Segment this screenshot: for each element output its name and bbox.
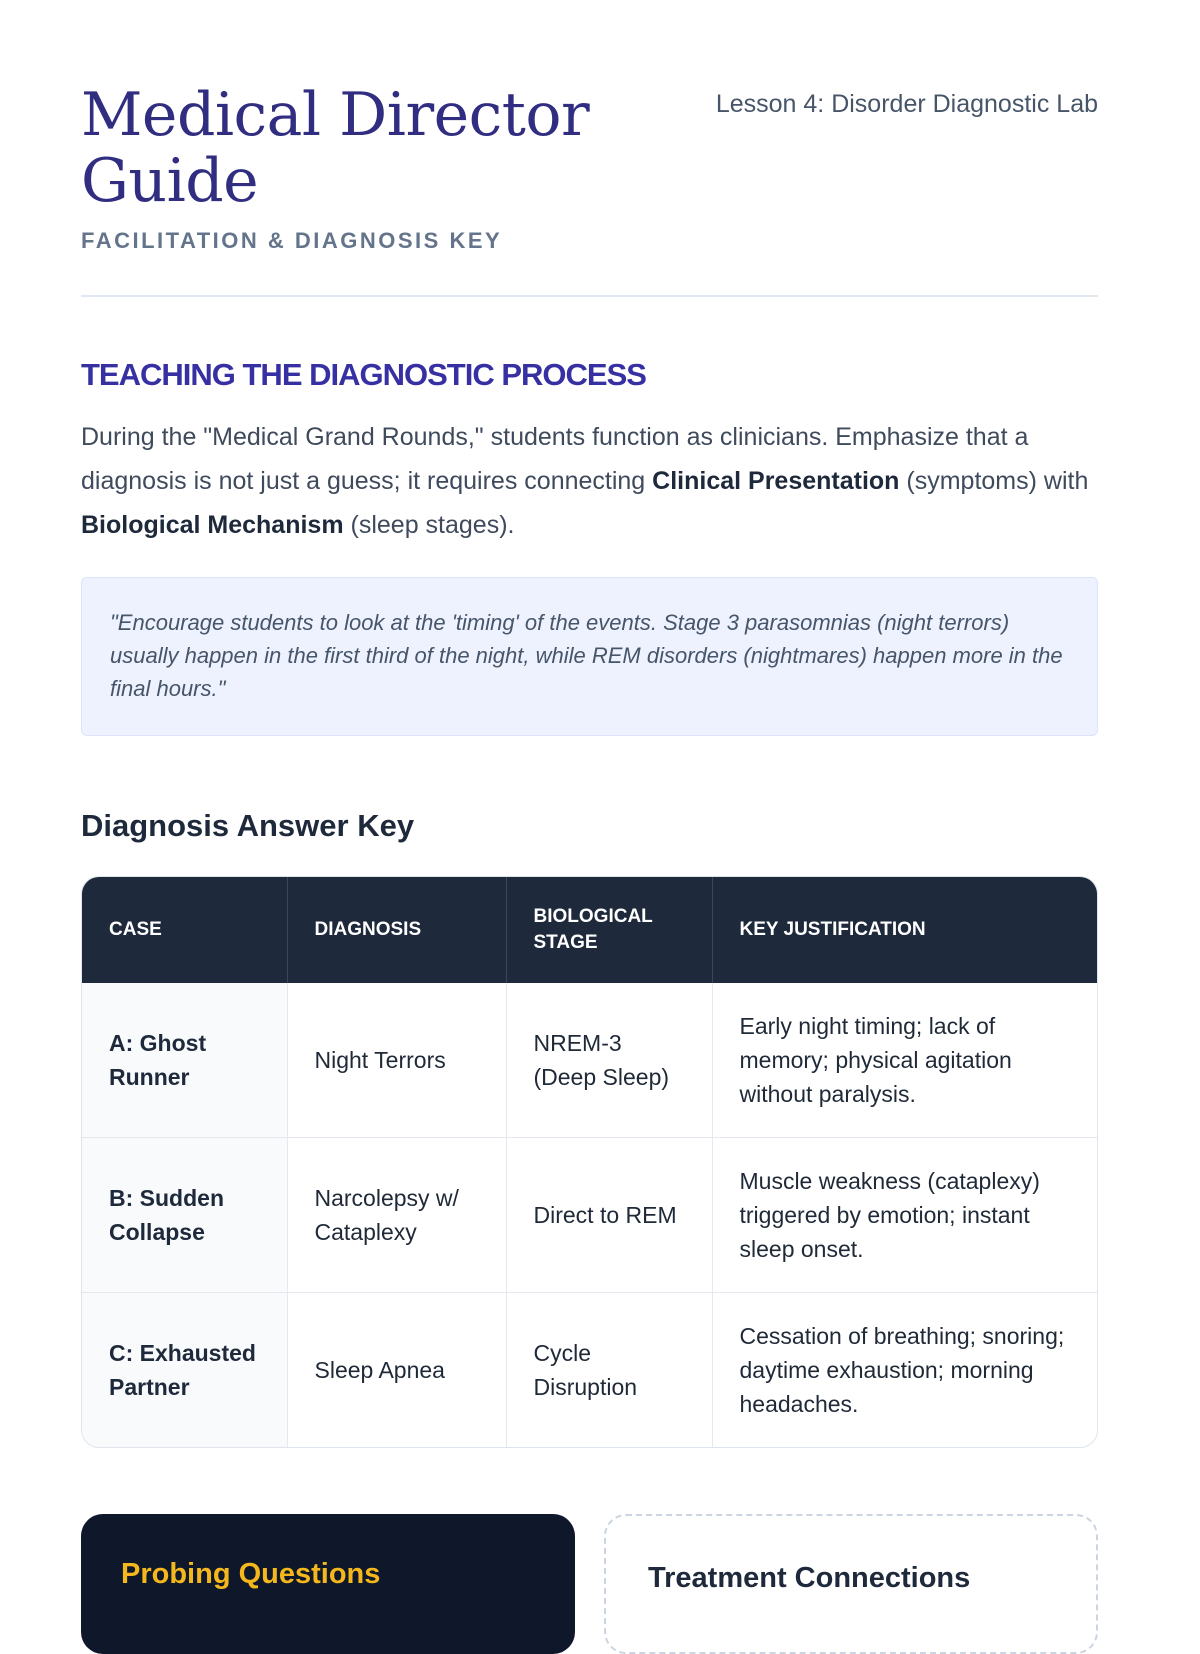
column-header-justification: KEY JUSTIFICATION [712, 877, 1097, 983]
intro-bold-clinical: Clinical Presentation [652, 467, 900, 495]
column-header-diagnosis: DIAGNOSIS [287, 877, 506, 983]
page-title: Medical Director Guide [81, 80, 590, 216]
cell-stage: Cycle Disruption [506, 1293, 712, 1448]
cell-diagnosis: Sleep Apnea [287, 1293, 506, 1448]
page-header [81, 0, 1098, 297]
intro-text-2: (symptoms) with [899, 467, 1089, 495]
cards-row [81, 1514, 1098, 1634]
answer-key-table [81, 876, 1098, 1448]
treatment-connections-title: Treatment Connections [648, 1562, 971, 1594]
cell-justification: Cessation of breathing; snoring; daytime exhaustion; morning headaches. [712, 1293, 1097, 1448]
cell-diagnosis: Night Terrors [287, 983, 506, 1138]
cell-stage: NREM-3 (Deep Sleep) [506, 983, 712, 1138]
cell-case: A: Ghost Runner [82, 983, 287, 1138]
teaching-callout [81, 577, 1098, 736]
table-header-row [82, 877, 1097, 983]
cell-diagnosis: Narcolepsy w/ Cataplexy [287, 1138, 506, 1293]
table-row [82, 983, 1097, 1138]
page-subtitle: FACILITATION & DIAGNOSIS KEY [81, 228, 503, 253]
probing-questions-title: Probing Questions [121, 1558, 381, 1590]
callout-quote: "Encourage students to look at the 'timing' of the events. Stage 3 parasomnias (night terrors) usually happen in the first third of the night, while REM disorders (nightmares) happen more in the final hours." [110, 610, 1063, 701]
cell-justification: Muscle weakness (cataplexy) triggered by emotion; instant sleep onset. [712, 1138, 1097, 1293]
cell-case: C: Exhausted Partner [82, 1293, 287, 1448]
treatment-connections-card [604, 1514, 1098, 1654]
answer-key-title: Diagnosis Answer Key [81, 808, 415, 843]
section-title-teaching: TEACHING THE DIAGNOSTIC PROCESS [81, 357, 646, 392]
column-header-stage: BIOLOGICAL STAGE [506, 877, 712, 983]
lesson-label: Lesson 4: Disorder Diagnostic Lab [715, 90, 1098, 118]
intro-bold-biological: Biological Mechanism [81, 511, 344, 539]
intro-paragraph [81, 415, 1098, 547]
intro-text-1: During the "Medical Grand Rounds," students function as clinicians. Emphasize that a diagnosis is not just a guess; it requires connecting [81, 423, 1029, 495]
table-row [82, 1293, 1097, 1448]
cell-case: B: Sudden Collapse [82, 1138, 287, 1293]
probing-questions-card [81, 1514, 575, 1654]
cell-justification: Early night timing; lack of memory; physical agitation without paralysis. [739, 1013, 1012, 1107]
column-header-case: CASE [82, 877, 287, 983]
intro-text-3: (sleep stages). [343, 511, 515, 539]
table-row [82, 1138, 1097, 1293]
cell-stage: Direct to REM [506, 1138, 712, 1293]
